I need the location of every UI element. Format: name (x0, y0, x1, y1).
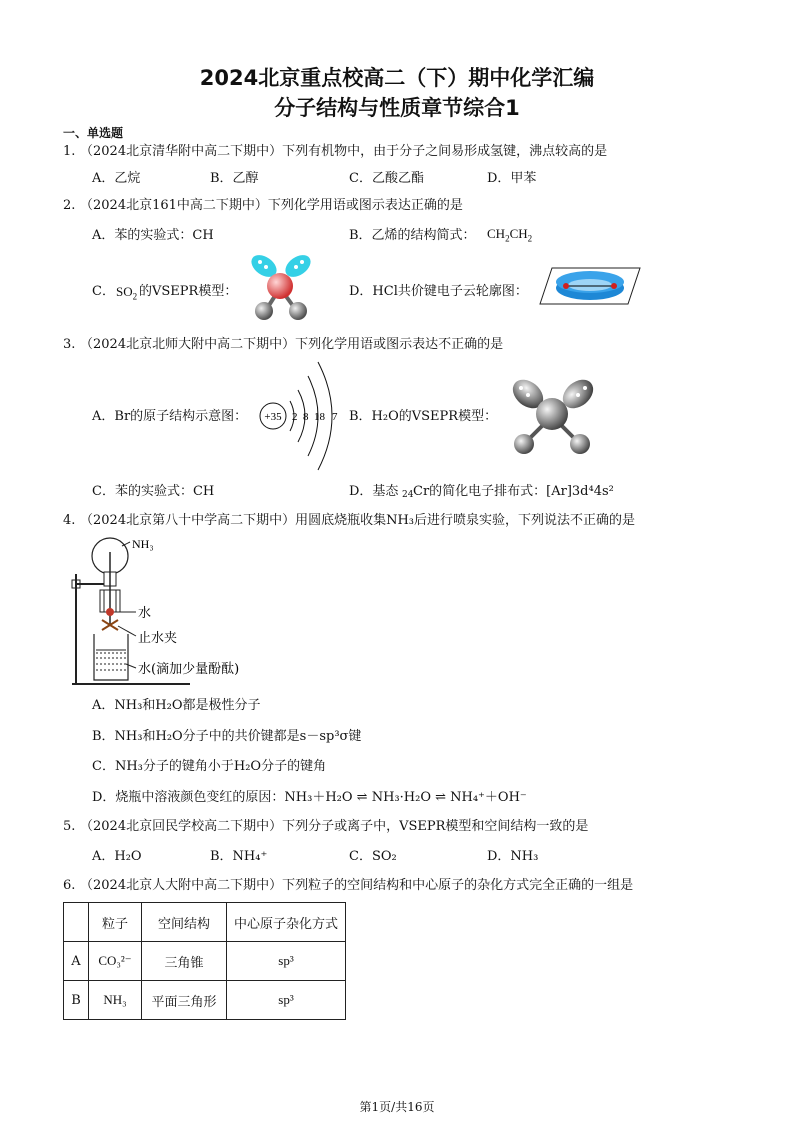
q3-option-b: B．H₂O的VSEPR模型： (349, 409, 498, 424)
q2-option-b: B．乙烯的结构简式： (349, 228, 476, 243)
q3-stem: （2024北京北师大附中高二下期中）下列化学用语或图示表达不正确的是 (80, 337, 504, 352)
q2-option-c-text: 的VSEPR模型： (139, 284, 238, 299)
q1-number: 1. (63, 144, 76, 159)
q3-option-d-suffix: Cr的简化电子排布式：[Ar]3d⁴4s² (413, 484, 614, 499)
q6-number: 6. (63, 878, 76, 893)
title-line-2: 分子结构与性质章节综合1 (274, 96, 520, 120)
nucleus-charge: +35 (264, 411, 282, 423)
q2-number: 2. (63, 198, 76, 213)
table-cell: B (64, 981, 89, 1020)
q6-stem: （2024北京人大附中高二下期中）下列粒子的空间结构和中心原子的杂化方式完全正确的一组是 (80, 878, 634, 893)
q4-option-b: B．NH₃和H₂O分子中的共价键都是s－sp³σ键 (92, 729, 362, 744)
q2-so2-formula: $SO_2$ (116, 284, 138, 302)
q2-option-a: A．苯的实验式：CH (92, 228, 214, 243)
table-cell: 三角锥 (142, 942, 227, 981)
h2o-vsepr-model-image (502, 372, 606, 464)
q4-option-a: A．NH₃和H₂O都是极性分子 (92, 698, 261, 713)
q1-option-b: B．乙醇 (210, 171, 259, 186)
label-clip: 止水夹 (138, 631, 178, 646)
table-cell: 平面三角形 (142, 981, 227, 1020)
q5-number: 5. (63, 819, 76, 834)
page-footer: 第1页/共16页 (359, 1100, 435, 1114)
q4-stem: （2024北京第八十中学高二下期中）用圆底烧瓶收集NH₃后进行喷泉实验，下列说法不正确的是 (80, 513, 636, 528)
q5-option-c: C．SO₂ (349, 849, 397, 864)
q4-number: 4. (63, 513, 76, 528)
q2-ethylene-formula: $CH_2CH_2$ (487, 226, 533, 244)
br-atom-structure-diagram (256, 358, 348, 474)
q2-option-d: D．HCl共价键电子云轮廓图： (349, 284, 528, 299)
q5-option-d: D．NH₃ (487, 849, 539, 864)
table-cell: NH₃ (89, 981, 142, 1020)
q5-option-b: B．NH₄⁺ (210, 849, 268, 864)
fountain-experiment-apparatus-image (70, 534, 270, 686)
q6-table (63, 902, 346, 1020)
table-header-cell: 中心原子杂化方式 (227, 903, 346, 942)
label-water-phenolphthalein: 水(滴加少量酚酞) (138, 662, 240, 677)
title-line-1: 2024北京重点校高二（下）期中化学汇编 (199, 66, 595, 90)
q4-option-d: D．烧瓶中溶液颜色变红的原因：NH₃＋H₂O ⇌ NH₃·H₂O ⇌ NH₄⁺＋OH⁻ (92, 790, 527, 805)
table-header-cell (64, 903, 89, 942)
q1-stem: （2024北京清华附中高二下期中）下列有机物中，由于分子之间易形成氢键，沸点较高的是 (80, 144, 608, 159)
table-cell: sp³ (227, 942, 346, 981)
shell-2-count: 8 (303, 411, 309, 423)
q5-stem: （2024北京回民学校高二下期中）下列分子或离子中，VSEPR模型和空间结构一致的是 (80, 819, 589, 834)
q4-option-c: C．NH₃分子的键角小于H₂O分子的键角 (92, 759, 327, 774)
table-row (64, 942, 346, 981)
q3-option-a: A．Br的原子结构示意图： (92, 409, 248, 424)
hcl-electron-cloud-image (538, 266, 642, 306)
so2-vsepr-model-image (244, 250, 320, 322)
table-row (64, 981, 346, 1020)
q1-option-a: A．乙烷 (92, 171, 141, 186)
table-header-cell: 粒子 (89, 903, 142, 942)
q1-option-c: C．乙酸乙酯 (349, 171, 424, 186)
section-heading: 一、单选题 (63, 126, 124, 140)
table-header-cell: 空间结构 (142, 903, 227, 942)
q3-cr-atomic-number: 24 (402, 490, 414, 500)
table-cell: sp³ (227, 981, 346, 1020)
label-nh3: NH₃ (132, 537, 154, 551)
q3-option-c: C．苯的实验式：CH (92, 484, 215, 499)
q3-option-d-prefix: D．基态 (349, 484, 399, 499)
q2-stem: （2024北京161中高二下期中）下列化学用语或图示表达正确的是 (80, 198, 463, 213)
shell-3-count: 18 (314, 411, 325, 423)
label-water: 水 (138, 606, 152, 621)
table-cell: A (64, 942, 89, 981)
shell-1-count: 2 (292, 411, 298, 423)
table-cell: CO₃²⁻ (89, 942, 142, 981)
q2-option-c-label: C． (92, 284, 115, 299)
q5-option-a: A．H₂O (92, 849, 142, 864)
q3-number: 3. (63, 337, 76, 352)
table-header-row (64, 903, 346, 942)
shell-4-count: 7 (332, 411, 338, 423)
q1-option-d: D．甲苯 (487, 171, 537, 186)
